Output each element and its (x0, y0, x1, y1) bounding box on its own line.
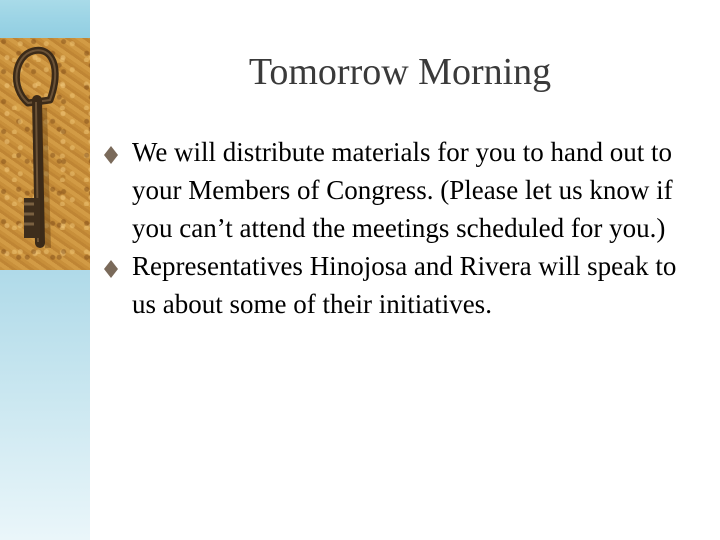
bullet-item (104, 133, 704, 247)
diamond-bullet-icon (104, 146, 118, 164)
key-photo (0, 38, 90, 270)
bullet-list (104, 133, 704, 323)
antique-key-icon (0, 38, 90, 270)
bullet-text: Representatives Hinojosa and Rivera will speak to us about some of their initiatives. (132, 251, 677, 319)
bullet-item (104, 247, 704, 323)
slide-title: Tomorrow Morning (248, 51, 552, 93)
bullet-text: We will distribute materials for you to hand out to your Members of Congress. (Please let us know if you can’t attend the meetings scheduled for you.) (132, 137, 673, 243)
diamond-bullet-icon (104, 260, 118, 278)
